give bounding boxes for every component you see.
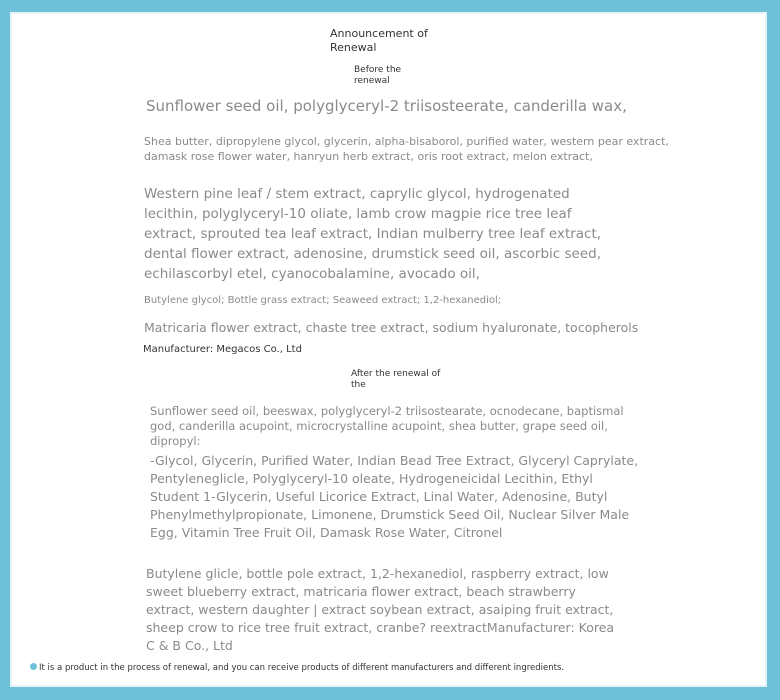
before-manufacturer: Manufacturer: Megacos Co., Ltd (143, 344, 302, 355)
before-ingredients-line-5: Matricaria flower extract, chaste tree extract, sodium hyaluronate, tocopherols (144, 320, 639, 335)
renewal-note (28, 662, 628, 674)
after-ingredients-line-2: -Glycol, Glycerin, Purified Water, Indian Bead Tree Extract, Glyceryl Caprylate, Pentyleneglicle, Polyglyceryl-10 oleate, Hydrogeneicidal Lecithin, Ethyl Student 1-Glycerin, Useful Licorice Extract, Linal Water, Adenosine, Butyl Phenylmethylpropionate, Limonene, Drumstick Seed Oil, Nuclear Silver Male Egg, Vitamin Tree Fruit Oil, Damask Rose Water, Citronel (150, 453, 639, 540)
after-ingredients-line-1: Sunflower seed oil, beeswax, polyglyceryl-2 triisostearate, ocnodecane, baptismal god, canderilla acupoint, microcrystalline acupoint, shea butter, grape seed oil, dipropyl: (150, 404, 624, 448)
before-ingredients-line-4: Butylene glycol; Bottle grass extract; Seaweed extract; 1,2-hexanediol; (144, 295, 502, 306)
page-title: Announcement of Renewal (330, 27, 428, 54)
before-ingredients-line-3: Western pine leaf / stem extract, caprylic glycol, hydrogenated lecithin, polyglyceryl-10 oliate, lamb crow magpie rice tree leaf extract, sprouted tea leaf extract, Indian mulberry tree leaf extract, dental flower extract, adenosine, drumstick seed oil, ascorbic seed, echilascorbyl etel, cyanocobalamine, avocado oil, (144, 186, 602, 282)
after-renewal-heading: After the renewal of the (351, 369, 441, 390)
after-ingredients-line-3: Butylene glicle, bottle pole extract, 1,2-hexanediol, raspberry extract, low sweet blueberry extract, matricaria flower extract, beach strawberry extract, western daughter | extract soybean extract, asaiping fruit extract, sheep crow to rice tree fruit extract, cranbe? reextractManufacturer: Korea C & B Co., Ltd (146, 566, 615, 653)
before-renewal-heading: Before the renewal (354, 65, 402, 86)
renewal-note-text: It is a product in the process of renewal, and you can receive products of different manufacturers and different ingredients. (39, 663, 565, 673)
announcement-panel (10, 12, 767, 687)
before-ingredients-line-2: Shea butter, dipropylene glycol, glycerin, alpha-bisaborol, purified water, western pear extract, damask rose flower water, hanryun herb extract, oris root extract, melon extract, (144, 135, 669, 163)
before-ingredients-line-1: Sunflower seed oil, polyglyceryl-2 triisosteerate, canderilla wax, (146, 97, 627, 115)
